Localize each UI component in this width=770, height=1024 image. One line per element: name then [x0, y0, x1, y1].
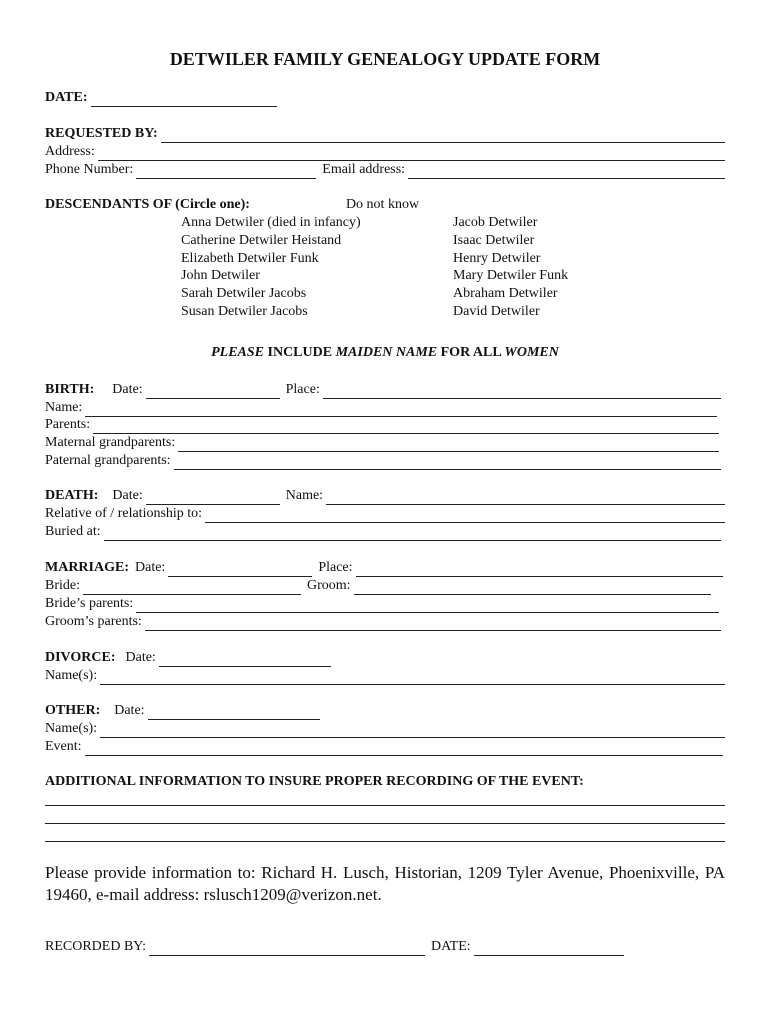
- other-names-field[interactable]: [100, 723, 725, 738]
- birth-row: [45, 381, 725, 399]
- phone-field[interactable]: [136, 164, 316, 179]
- other-names-label: Name(s):: [45, 721, 98, 736]
- birth-name-row: [45, 399, 725, 417]
- death-name-field[interactable]: [326, 490, 725, 505]
- birth-place-field[interactable]: [323, 384, 721, 399]
- other-row: [45, 702, 725, 720]
- buried-row: [45, 523, 725, 541]
- brides-parents-label: Bride’s parents:: [45, 596, 134, 611]
- descendant-option[interactable]: David Detwiler: [453, 303, 540, 319]
- maternal-row: [45, 434, 725, 452]
- marriage-row: [45, 559, 725, 577]
- birth-name-field[interactable]: [85, 402, 717, 417]
- marriage-heading: MARRIAGE:: [45, 560, 129, 575]
- recorded-by-label: RECORDED BY:: [45, 939, 147, 954]
- birth-parents-label: Parents:: [45, 417, 91, 432]
- maiden-name-notice: PLEASE INCLUDE MAIDEN NAME FOR ALL WOMEN: [211, 345, 559, 360]
- marriage-date-field[interactable]: [168, 562, 312, 577]
- descendants-row: [45, 196, 725, 214]
- grooms-parents-row: [45, 613, 725, 631]
- other-event-field[interactable]: [85, 741, 723, 756]
- bride-groom-row: [45, 577, 725, 595]
- maternal-label: Maternal grandparents:: [45, 435, 176, 450]
- other-date-label: Date:: [114, 703, 145, 718]
- additional-heading-row: [45, 773, 725, 791]
- birth-date-field[interactable]: [146, 384, 280, 399]
- other-event-label: Event:: [45, 739, 82, 754]
- additional-field-3[interactable]: [45, 827, 725, 842]
- paternal-row: [45, 452, 725, 470]
- other-date-field[interactable]: [148, 705, 320, 720]
- date-row: [45, 89, 725, 107]
- descendant-option[interactable]: John Detwiler: [181, 268, 260, 284]
- divorce-names-row: [45, 667, 725, 685]
- descendant-option[interactable]: Anna Detwiler (died in infancy): [181, 215, 361, 230]
- birth-parents-field[interactable]: [93, 419, 719, 434]
- birth-parents-row: [45, 416, 725, 434]
- date-label: DATE:: [45, 90, 88, 105]
- additional-line-1: [45, 791, 725, 806]
- descendants-left-list: [181, 214, 361, 321]
- requested-by-field[interactable]: [161, 128, 725, 143]
- recorded-row: [45, 938, 725, 956]
- requested-by-row: [45, 125, 725, 143]
- additional-field-1[interactable]: [45, 791, 725, 806]
- email-field[interactable]: [408, 164, 725, 179]
- bride-label: Bride:: [45, 578, 80, 593]
- descendant-option[interactable]: Isaac Detwiler: [453, 232, 535, 248]
- relative-field[interactable]: [205, 508, 725, 523]
- marriage-place-label: Place:: [318, 560, 353, 575]
- additional-line-2: [45, 809, 725, 824]
- divorce-row: [45, 649, 725, 667]
- death-heading: DEATH:: [45, 488, 99, 503]
- additional-line-3: [45, 827, 725, 842]
- birth-name-label: Name:: [45, 400, 83, 415]
- phone-label: Phone Number:: [45, 162, 134, 177]
- additional-field-2[interactable]: [45, 809, 725, 824]
- death-row: [45, 487, 725, 505]
- death-date-label: Date:: [112, 488, 143, 503]
- descendant-option[interactable]: Catherine Detwiler Heistand: [181, 232, 342, 248]
- descendant-option[interactable]: Sarah Detwiler Jacobs: [181, 286, 307, 302]
- date-field[interactable]: [91, 92, 277, 107]
- grooms-parents-field[interactable]: [145, 616, 721, 631]
- divorce-date-label: Date:: [125, 650, 156, 665]
- additional-heading: ADDITIONAL INFORMATION TO INSURE PROPER RECORDING OF THE EVENT:: [45, 774, 584, 789]
- brides-parents-field[interactable]: [136, 598, 719, 613]
- contact-info: Please provide information to: Richard H. Lusch, Historian, 1209 Tyler Avenue, Phoenixville, PA 19460, e-mail address: rslusch1209@verizon.net.: [45, 863, 725, 904]
- birth-place-label: Place:: [285, 382, 320, 397]
- grooms-parents-label: Groom’s parents:: [45, 614, 142, 629]
- phone-email-row: [45, 161, 725, 179]
- descendant-option[interactable]: Susan Detwiler Jacobs: [181, 303, 308, 319]
- death-date-field[interactable]: [146, 490, 280, 505]
- address-label: Address:: [45, 144, 95, 159]
- requested-by-label: REQUESTED BY:: [45, 126, 158, 141]
- other-names-row: [45, 720, 725, 738]
- birth-date-label: Date:: [112, 382, 143, 397]
- descendants-label: DESCENDANTS OF (Circle one):: [45, 197, 250, 212]
- other-heading: OTHER:: [45, 703, 101, 718]
- brides-parents-row: [45, 595, 725, 613]
- relative-label: Relative of / relationship to:: [45, 506, 203, 521]
- recorded-date-label: DATE:: [431, 939, 471, 954]
- recorded-date-field[interactable]: [474, 941, 624, 956]
- paternal-field[interactable]: [174, 455, 721, 470]
- relative-row: [45, 505, 725, 523]
- marriage-place-field[interactable]: [356, 562, 723, 577]
- email-label: Email address:: [322, 162, 406, 177]
- form-title: DETWILER FAMILY GENEALOGY UPDATE FORM: [169, 49, 601, 69]
- divorce-date-field[interactable]: [159, 652, 331, 667]
- descendants-right-list: [453, 214, 568, 321]
- recorded-by-field[interactable]: [149, 941, 425, 956]
- descendant-option[interactable]: Henry Detwiler: [453, 250, 541, 266]
- divorce-names-field[interactable]: [100, 670, 725, 685]
- do-not-know-option[interactable]: Do not know: [345, 197, 420, 212]
- address-field[interactable]: [98, 146, 725, 161]
- birth-heading: BIRTH:: [45, 382, 95, 397]
- other-event-row: [45, 738, 725, 756]
- marriage-date-label: Date:: [135, 560, 166, 575]
- buried-field[interactable]: [104, 526, 721, 541]
- descendant-option[interactable]: Abraham Detwiler: [453, 286, 558, 302]
- address-row: [45, 143, 725, 161]
- descendant-option[interactable]: Mary Detwiler Funk: [453, 268, 569, 284]
- divorce-names-label: Name(s):: [45, 668, 98, 683]
- descendant-option[interactable]: Elizabeth Detwiler Funk: [181, 250, 319, 266]
- buried-label: Buried at:: [45, 524, 101, 539]
- paternal-label: Paternal grandparents:: [45, 453, 171, 468]
- bride-field[interactable]: [83, 580, 301, 595]
- divorce-heading: DIVORCE:: [45, 650, 116, 665]
- death-name-label: Name:: [285, 488, 324, 503]
- groom-field[interactable]: [354, 580, 711, 595]
- descendant-option[interactable]: Jacob Detwiler: [453, 215, 538, 230]
- maternal-field[interactable]: [178, 437, 719, 452]
- groom-label: Groom:: [307, 578, 351, 593]
